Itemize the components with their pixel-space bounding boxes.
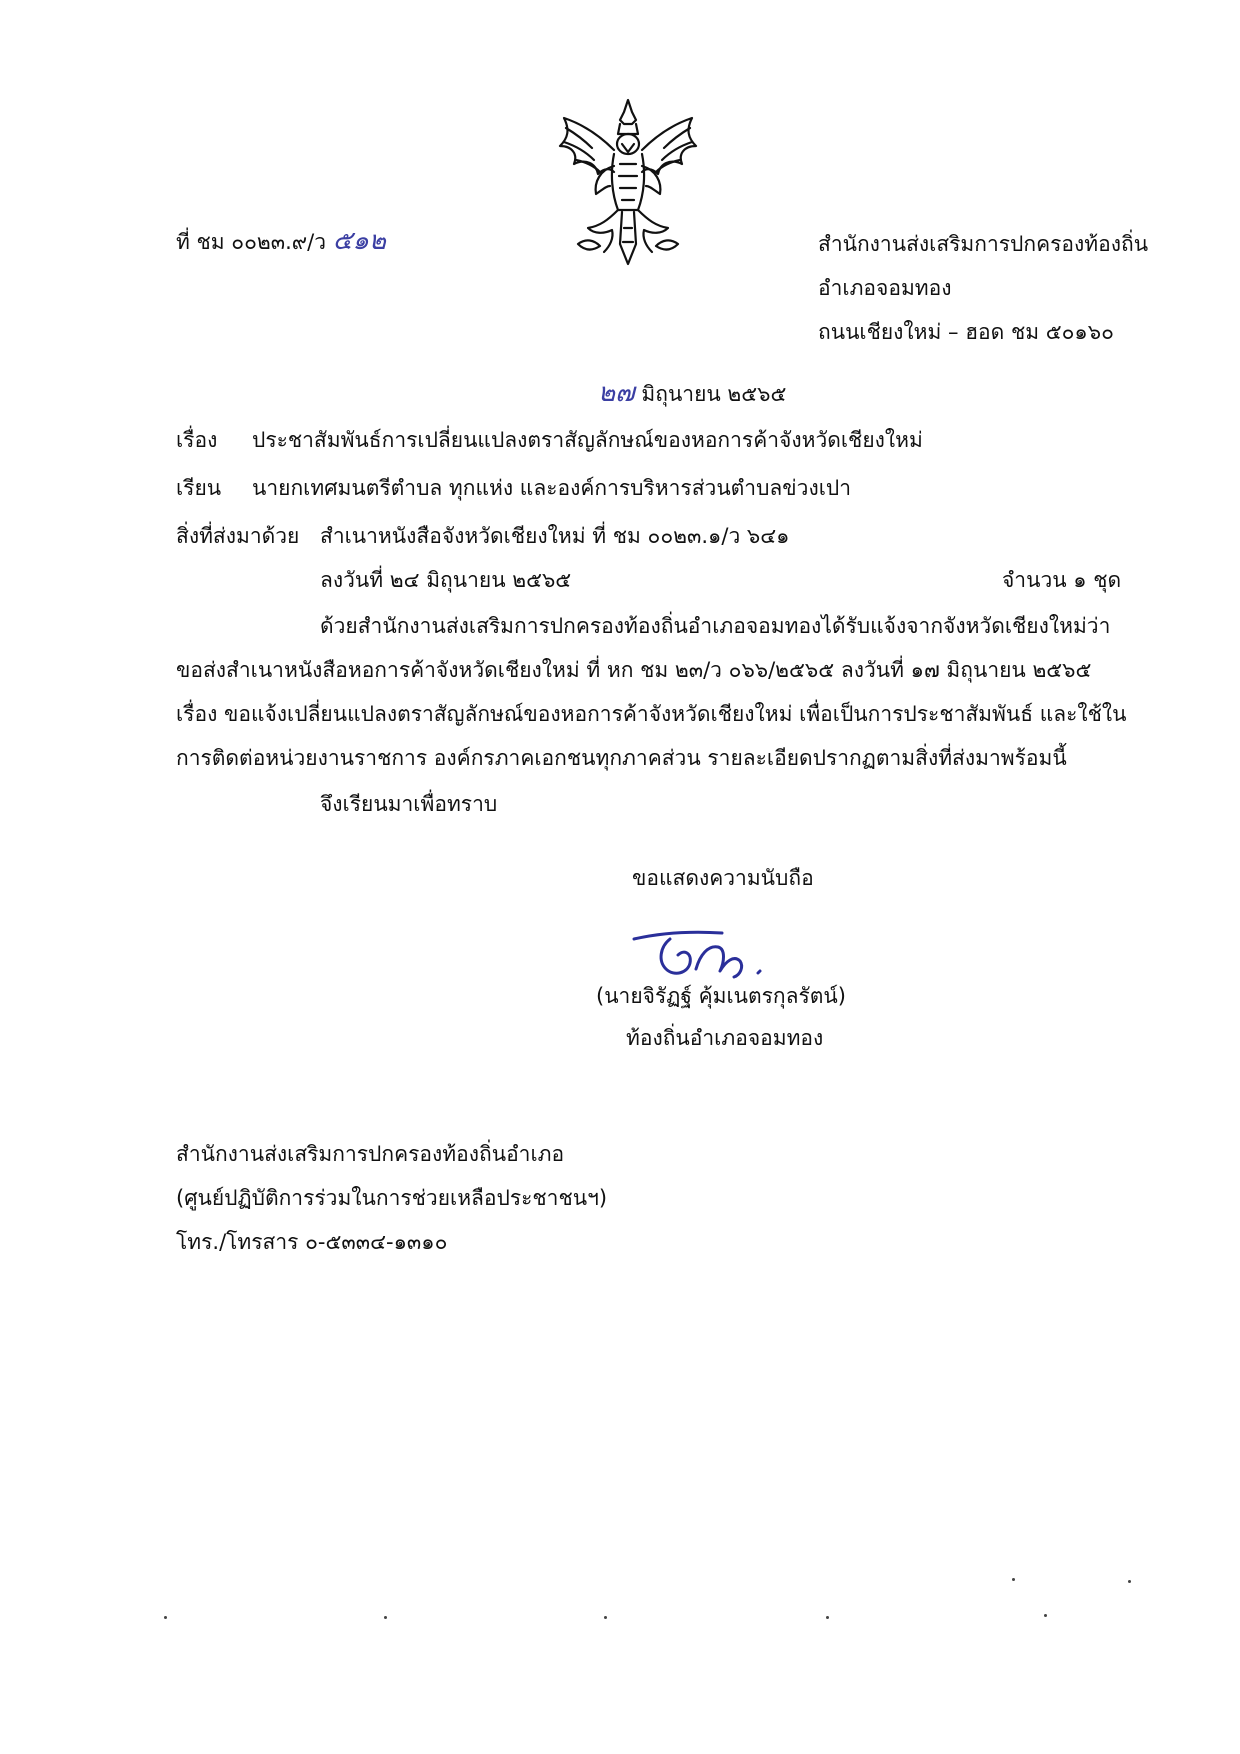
recipient-text: นายกเทศมนตรีตำบล ทุกแห่ง และองค์การบริหารส่วนตำบลข่วงเปา [252, 476, 852, 500]
footer-unit: (ศูนย์ปฏิบัติการร่วมในการช่วยเหลือประชาชนฯ) [176, 1186, 608, 1210]
date-day-handwritten: ๒๗ [598, 378, 635, 408]
sender-address: ถนนเชียงใหม่ – ฮอด ชม ๕๐๑๖๐ [818, 320, 1114, 344]
sender-office: สำนักงานส่งเสริมการปกครองท้องถิ่น [818, 232, 1149, 256]
subject-label: เรื่อง [176, 428, 218, 452]
complimentary-close: ขอแสดงความนับถือ [632, 866, 814, 890]
body-closing-line: จึงเรียนมาเพื่อทราบ [320, 792, 498, 816]
body-line-4: การติดต่อหน่วยงานราชการ องค์กรภาคเอกชนทุกภาคส่วน รายละเอียดปรากฏตามสิ่งที่ส่งมาพร้อมนี้ [176, 746, 1067, 770]
date-month-year: มิถุนายน ๒๕๖๕ [641, 382, 787, 406]
garuda-emblem-icon [548, 94, 708, 270]
scan-speck [1128, 1580, 1131, 1583]
document-date [598, 379, 786, 408]
scan-speck [604, 1616, 607, 1619]
signer-position: ท้องถิ่นอำเภอจอมทอง [626, 1026, 824, 1050]
sender-district: อำเภอจอมทอง [818, 276, 952, 300]
document-reference-number [176, 227, 386, 256]
body-line-3: เรื่อง ขอแจ้งเปลี่ยนแปลงตราสัญลักษณ์ของหอการค้าจังหวัดเชียงใหม่ เพื่อเป็นการประชาสัมพันธ์ และใช้ใน [176, 702, 1127, 726]
handwritten-signature [630, 925, 790, 985]
footer-office: สำนักงานส่งเสริมการปกครองท้องถิ่นอำเภอ [176, 1142, 565, 1166]
enclosure-line-1: สำเนาหนังสือจังหวัดเชียงใหม่ ที่ ชม ๐๐๒๓.๑/ว ๖๔๑ [320, 524, 790, 548]
reference-number-handwritten: ๕๑๒ [332, 226, 387, 256]
enclosure-quantity: จำนวน ๑ ชุด [1002, 568, 1122, 592]
recipient-label: เรียน [176, 476, 222, 500]
enclosure-label: สิ่งที่ส่งมาด้วย [176, 524, 300, 548]
scan-speck [384, 1616, 387, 1619]
body-line-1: ด้วยสำนักงานส่งเสริมการปกครองท้องถิ่นอำเภอจอมทองได้รับแจ้งจากจังหวัดเชียงใหม่ว่า [320, 614, 1111, 638]
reference-label: ที่ ชม ๐๐๒๓.๙/ว [176, 230, 327, 254]
scan-speck [1012, 1578, 1015, 1581]
subject-text: ประชาสัมพันธ์การเปลี่ยนแปลงตราสัญลักษณ์ของหอการค้าจังหวัดเชียงใหม่ [252, 428, 923, 452]
enclosure-line-2: ลงวันที่ ๒๔ มิถุนายน ๒๕๖๕ [320, 568, 572, 592]
scan-speck [164, 1616, 167, 1619]
scan-speck [1044, 1614, 1047, 1617]
signer-name: (นายจิรัฏฐ์ คุ้มเนตรกุลรัตน์) [596, 984, 846, 1008]
footer-phone: โทร./โทรสาร ๐-๕๓๓๔-๑๓๑๐ [176, 1230, 448, 1254]
body-line-2: ขอส่งสำเนาหนังสือหอการค้าจังหวัดเชียงใหม่ ที่ หก ชม ๒๓/ว ๐๖๖/๒๕๖๕ ลงวันที่ ๑๗ มิถุนายน ๒๕๖๕ [176, 658, 1092, 682]
scan-speck [826, 1616, 829, 1619]
